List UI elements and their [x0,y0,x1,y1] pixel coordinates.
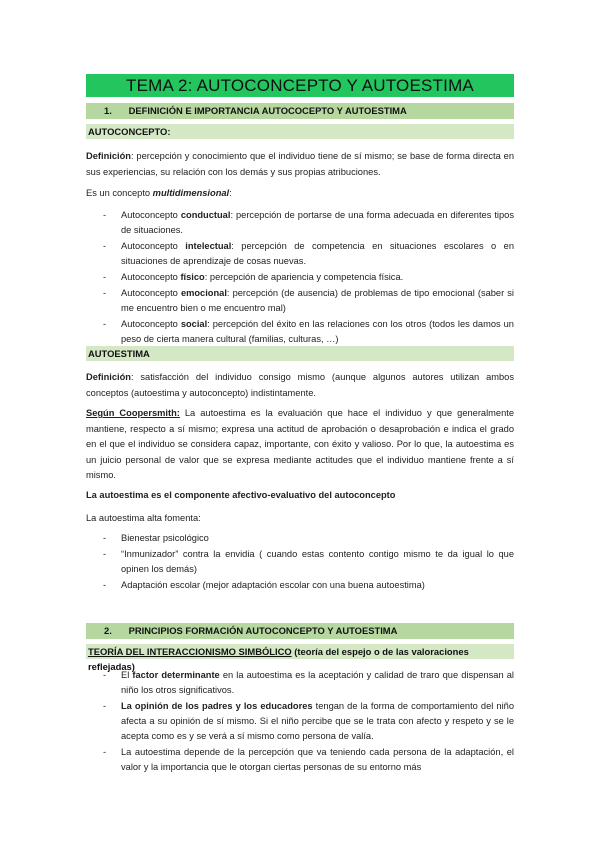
section-2-number: 2. [104,625,112,636]
section-1-number: 1. [104,105,112,116]
list-item: - Adaptación escolar (mejor adaptación escolar con una buena autoestima) [103,580,425,590]
coopersmith-label: Según Coopersmith: [86,408,180,418]
section-1-header [86,103,514,119]
teoria-heading-main: TEORÍA DEL INTERACCIONISMO SIMBÓLICO [88,646,292,657]
section-1-title: DEFINICIÓN E IMPORTANCIA AUTOCOCEPTO Y AUTOESTIMA [128,105,407,116]
list-item: - Autoconcepto emocional: percepción (de ausencia) de problemas de tipo emocional (saber si me encuentro bien o me encuentro mal) [103,288,514,313]
coopersmith-text: La autoestima es la evaluación que hace el individuo y que generalmente mantiene, respecto a sí mismo; expresa una actitud de aprobación o desaprobación e indica el grado en el que el individuo se considera capaz, importante, con éxito y valioso. Por lo que, la autoestima es un juicio personal de valor que se expresa mediante actitudes que el individuo mantiene frente a sí mismo. [86,408,515,480]
multidimensional-line [86,186,514,202]
list-item: - El factor determinante en la autoestima es la aceptación y calidad de traro que dispensan al niño los otros significativos. [103,670,514,695]
list-item: - La autoestima depende de la percepción que va teniendo cada persona de la adaptación, el valor y la importancia que le otorgan ciertas personas de su entorno más [103,747,514,772]
autoconcepto-heading: AUTOCONCEPTO: [86,124,514,139]
list-item: - “Inmunizador” contra la envidia ( cuando estas contento contigo mismo te da igual lo que opinen los demás) [103,549,514,574]
bold-statement: La autoestima es el componente afectivo-evaluativo del autoconcepto [86,490,396,500]
section-2-title: PRINCIPIOS FORMACIÓN AUTOCONCEPTO Y AUTOESTIMA [128,625,398,636]
multi-pre: Es un concepto [86,188,153,198]
autoestima-definition [86,370,514,401]
autoconcepto-def-text: : percepción y conocimiento que el individuo tiene de sí mismo; se base de forma directa en sus experiencias, su relación con los demás y sus propias atribuciones. [86,151,514,177]
list-item: - Autoconcepto social: percepción del éxito en las relaciones con los otros (todos les damos un peso de cierta manera cultural (familias, culturas, …) [103,319,514,344]
list-item: - Autoconcepto físico: percepción de apariencia y competencia física. [103,272,404,282]
autoestima-def-label: Definición [86,372,131,382]
coopersmith-paragraph [86,406,514,484]
list-item: - La opinión de los padres y los educadores tengan de la forma de comportamiento del niño afecta a su opinión de sí mismo. Si el niño percibe que se le trata con afecto y respeto y se le acepta como es y se verá a sí mismo como persona de valía. [103,701,514,741]
multi-post: : [229,188,232,198]
section-2-header [86,623,514,639]
multi-word: multidimensional [152,188,230,198]
autoconcepto-def-label: Definición [86,151,131,161]
list-item: - Autoconcepto conductual: percepción de portarse de una forma adecuada en diferentes tipos de situaciones. [103,210,514,235]
fomenta-line: La autoestima alta fomenta: [86,513,201,523]
autoestima-heading: AUTOESTIMA [86,346,514,361]
autoestima-list [86,531,514,594]
autoestima-def-text: : satisfacción del individuo consigo mismo (aunque algunos autores utilizan ambos conceptos (autoestima y autoconcepto) indistintamente. [86,372,514,398]
autoconcepto-list [86,208,514,348]
document-title: TEMA 2: AUTOCONCEPTO Y AUTOESTIMA [86,74,514,97]
list-item: - Bienestar psicológico [103,533,209,543]
list-item: - Autoconcepto intelectual: percepción de competencia en situaciones escolares o en situaciones de aprendizaje de cosas nuevas. [103,241,514,266]
teoria-list [86,668,514,776]
teoria-heading-rest: (teoría del espejo o de las valoraciones reflejadas) [88,646,469,672]
autoconcepto-definition [86,149,514,180]
teoria-heading [86,644,514,672]
